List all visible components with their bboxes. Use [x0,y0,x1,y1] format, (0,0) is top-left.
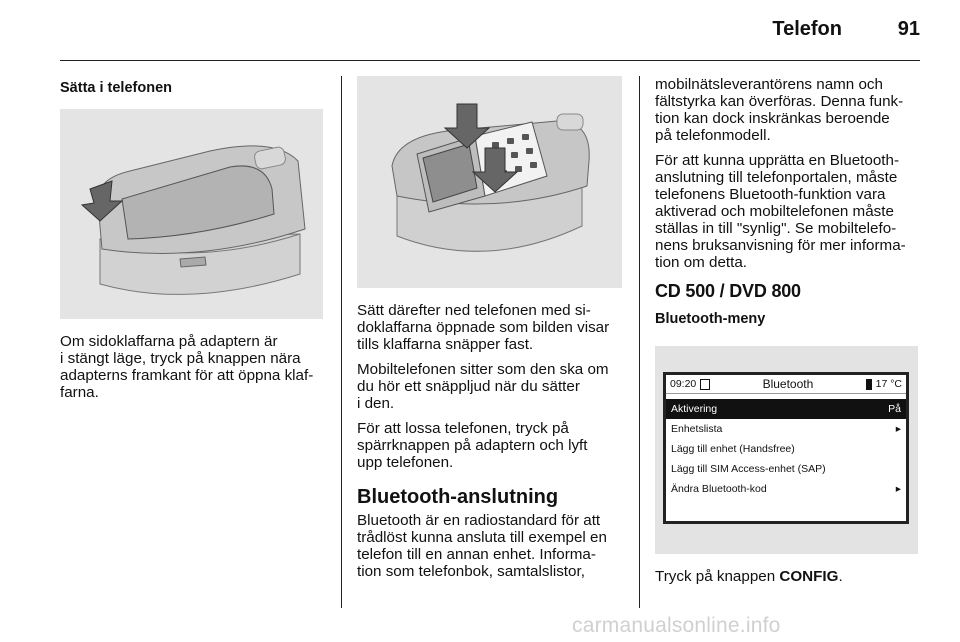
text-line: anslutning till telefonportalen, måste [655,169,898,186]
menu-row-value: På [888,402,901,415]
watermark: carmanualsonline.info [572,614,781,637]
menu-row-activation[interactable] [666,399,906,419]
phone-insert-illustration [357,76,622,288]
phone-adapter-image [60,109,323,319]
text-line: telefonens Bluetooth-funktion vara [655,186,886,203]
text-line: Om sidoklaffarna på adaptern är [60,333,278,350]
text-line: Bluetooth är en radiostandard för att [357,512,601,529]
text-line: doklaffarna öppnade som bilden visar [357,319,610,336]
menu-row-add-sap[interactable] [666,459,906,479]
text-line: på telefonmodell. [655,127,771,144]
menu-row-label: Enhetslista [671,422,723,435]
chevron-right-icon: ▸ [895,482,901,495]
section-heading: Sätta i telefonen [60,80,172,96]
page-number: 91 [897,18,920,40]
column-divider-1 [341,76,342,608]
bluetooth-menu-illustration [655,346,918,554]
phone-insert-image [357,76,622,288]
text-line: mobilnätsleverantörens namn och [655,76,883,93]
text-line: fältstyrka kan överföras. Denna funk- [655,93,904,110]
text-line: farna. [60,384,99,401]
menu-row-add-handsfree[interactable] [666,439,906,459]
page-title: Telefon [772,18,842,40]
text-line: spärrknappen på adaptern och lyft [357,437,588,454]
text-line: aktiverad och mobiltelefonen måste [655,203,894,220]
phone-icon [700,379,710,390]
text-line: adapterns framkant för att öppna klaf- [60,367,314,384]
menu-row-label: Aktivering [671,402,718,415]
menu-row-label: Ändra Bluetooth-kod [671,482,767,495]
clock-text: 09:20 [670,377,697,390]
text-line: trådlöst kunna ansluta till exempel en [357,529,607,546]
text-line: upp telefonen. [357,454,454,471]
screen-status-bar [666,375,906,394]
column-2 [357,76,627,580]
text-line: tion kan dock inskränkas beroende [655,110,890,127]
text-line: . [838,568,843,585]
menu-row-device-list[interactable] [666,419,906,439]
config-button-label: CONFIG [779,568,839,585]
temperature-text: 17 °C [875,377,902,390]
text-line: du hör ett snäppljud när du sätter [357,378,580,395]
text-line: Sätt därefter ned telefonen med si- [357,302,591,319]
menu-row-label: Lägg till SIM Access-enhet (SAP) [671,462,826,475]
text-line: Mobiltelefonen sitter som den ska om [357,361,609,378]
adapter-illustration [60,109,323,319]
phone-signal-icon [866,379,872,390]
text-line: tion om detta. [655,254,748,271]
text-line: nens bruksanvisning för mer informa- [655,237,906,254]
header-rule [60,60,920,61]
text-line: telefon till en annan enhet. Informa- [357,546,596,563]
text-line: i stängt läge, tryck på knappen nära [60,350,301,367]
text-line: Tryck på knappen [655,568,780,585]
column-divider-2 [639,76,640,608]
text-line: tills klaffarna snäpper fast. [357,336,534,353]
sub-heading: Bluetooth-meny [655,311,766,327]
column-1 [60,76,328,401]
text-line: tion som telefonbok, samtalslistor, [357,563,585,580]
text-line: ställas in till "synlig". Se mobiltelefo- [655,220,897,237]
menu-row-label: Lägg till enhet (Handsfree) [671,442,795,455]
menu-row-change-code[interactable] [666,479,906,499]
section-heading: CD 500 / DVD 800 [655,281,801,301]
text-line: För att lossa telefonen, tryck på [357,420,569,437]
text-line: För att kunna upprätta en Bluetooth- [655,152,900,169]
screen-title: Bluetooth [762,376,814,391]
text-line: i den. [357,395,395,412]
chevron-right-icon: ▸ [895,422,901,435]
column-3 [655,76,927,585]
section-heading: Bluetooth-anslutning [357,486,559,508]
display-screen [663,372,909,524]
